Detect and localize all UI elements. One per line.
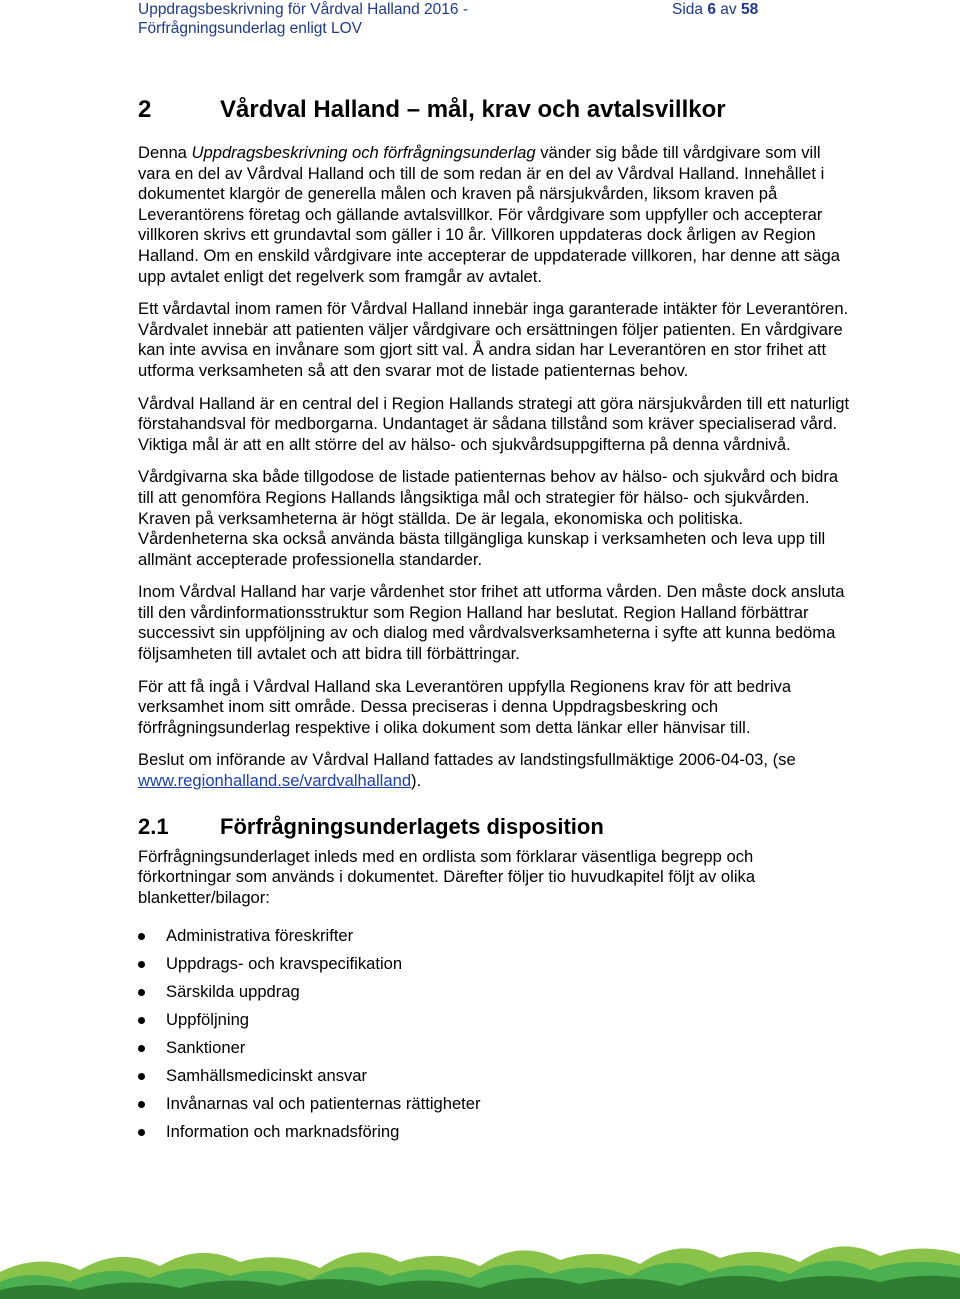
list-item-text: Sanktioner <box>166 1038 246 1058</box>
paragraph-disposition: Förfrågningsunderlaget inleds med en ordlista som förklarar väsentliga begrepp och förkortningar som används i dokumentet. Därefter följer tio huvudkapitel följt av olika blanketter/bilagor: <box>138 846 756 907</box>
page-current: 6 <box>707 1 716 18</box>
page-of-label: av <box>720 1 737 18</box>
list-item <box>138 1010 850 1031</box>
grass-footer-decoration <box>0 1232 960 1299</box>
list-item-text: Invånarnas val och patienternas rättigheter <box>166 1094 481 1114</box>
beslut-text-b: ). <box>411 771 422 791</box>
list-item-text: Särskilda uppdrag <box>166 982 300 1002</box>
list-item <box>138 1094 850 1115</box>
bullet-icon <box>138 1073 145 1080</box>
section-heading <box>138 92 850 128</box>
paragraph-frihet: Inom Vårdval Halland har varje vårdenhet stor frihet att utforma vården. Den måste dock ansluta till den vårdinformationsstruktur som Region Halland har beslutat. Region Halland förbättrar successivt sin uppföljning av och dialog med vårdvalsverksamheterna i syfte att kunna bedöma följsamheten till avtalet och att bidra till förbättringar. <box>138 582 845 664</box>
list-item-text: Administrativa föreskrifter <box>166 926 354 946</box>
bullet-icon <box>138 1017 145 1024</box>
subsection-number: 2.1 <box>138 813 169 839</box>
header-subtitle-line: Förfrågningsunderlag enligt LOV <box>138 20 363 37</box>
paragraph-krav: För att få ingå i Vårdval Halland ska Leverantören uppfylla Regionens krav för att bedriva verksamhet inom sitt område. Dessa preciseras i denna Uppdragsbeskring och förfrågningsunderlag respektive i olika dokument som detta länkar eller hänvisar till. <box>138 676 792 737</box>
list-item-text: Information och marknadsföring <box>166 1122 400 1142</box>
header-document-title <box>138 0 468 38</box>
list-item-text: Uppföljning <box>166 1010 250 1030</box>
page-body <box>138 92 850 1150</box>
bullet-icon <box>138 1101 145 1108</box>
header-title-line: Uppdragsbeskrivning för Vårdval Halland 2016 - <box>138 1 468 18</box>
list-item <box>138 1066 850 1087</box>
section-title: Vårdval Halland – mål, krav och avtalsvillkor <box>220 96 726 123</box>
intro-italic: Uppdragsbeskrivning och förfrågningsunderlag <box>191 143 536 162</box>
list-item <box>138 926 850 947</box>
list-item <box>138 1038 850 1059</box>
list-item-text: Samhällsmedicinskt ansvar <box>166 1066 368 1086</box>
chapter-list <box>138 926 850 1142</box>
paragraph-vardavtal: Ett vårdavtal inom ramen för Vårdval Halland innebär inga garanterade intäkter för Leverantören. Vårdvalet innebär att patienten väljer vårdgivare och ersättningen följer patienten. En vårdgivare kan inte avvisa en invånare som gjort sitt val. Å andra sidan har Leverantören en stor frihet att utforma verksamheten så att den svarar mot de listade patienternas behov. <box>138 299 849 380</box>
bullet-icon <box>138 989 145 996</box>
subsection-title: Förfrågningsunderlagets disposition <box>220 813 604 839</box>
list-item <box>138 954 850 975</box>
list-item <box>138 982 850 1003</box>
intro-text-b: vänder sig både till vårdgivare som vill vara en del av Vårdval Halland och till de som redan är en del av Vårdval Halland. Innehållet i dokumentet klargör de generella målen och kraven på närsjukvården, liksom kraven på Leverantörens företag och gällande avtalsvillkor. För vårdgivare som uppfyller och accepterar villkoren skrivs ett grundavtal som gäller i 10 år. Villkoren uppdateras dock årligen av Region Halland. Om en enskild vårdgivare inte accepterar de uppdaterade villkoren, har denne att säga upp avtalet enligt det regelverk som framgår av avtalet. <box>138 143 840 286</box>
page-header <box>0 0 960 40</box>
paragraph-beslut <box>138 750 850 791</box>
bullet-icon <box>138 1129 145 1136</box>
section-number: 2 <box>138 96 152 123</box>
paragraph-intro <box>138 143 850 287</box>
header-page-number <box>672 0 758 19</box>
bullet-icon <box>138 933 145 940</box>
beslut-text-a: Beslut om införande av Vårdval Halland fattades av landstingsfullmäktige 2006-04-03, (se <box>138 750 796 770</box>
page-total: 58 <box>740 1 759 18</box>
list-item <box>138 1122 850 1143</box>
paragraph-strategy: Vårdval Halland är en central del i Region Hallands strategi att göra närsjukvården till ett naturligt förstahandsval för medborgarna. Undantaget är sådana tillstånd som kräver specialiserad vård. Viktiga mål är att en allt större del av hälso- och sjukvårdsuppgifterna på denna vårdnivå. <box>138 393 850 454</box>
list-item-text: Uppdrags- och kravspecifikation <box>166 954 403 974</box>
grass-icon <box>0 1246 960 1299</box>
regionhalland-link[interactable]: www.regionhalland.se/vardvalhalland <box>138 771 412 791</box>
paragraph-vardgivarna: Vårdgivarna ska både tillgodose de listade patienternas behov av hälso- och sjukvård och bidra till att genomföra Regions Hallands långsiktiga mål och strategier för hälso- och sjukvården. Kraven på verksamheterna är högt ställda. De är legala, ekonomiska och politiska. Vårdenheterna ska också använda bästa tillgängliga kunskap i verksamheten och leva upp till allmänt accepterade professionella standarder. <box>138 467 839 569</box>
subsection-heading <box>138 812 850 842</box>
bullet-icon <box>138 961 145 968</box>
page-label: Sida <box>672 1 704 18</box>
intro-text-a: Denna <box>138 143 192 162</box>
bullet-icon <box>138 1045 145 1052</box>
